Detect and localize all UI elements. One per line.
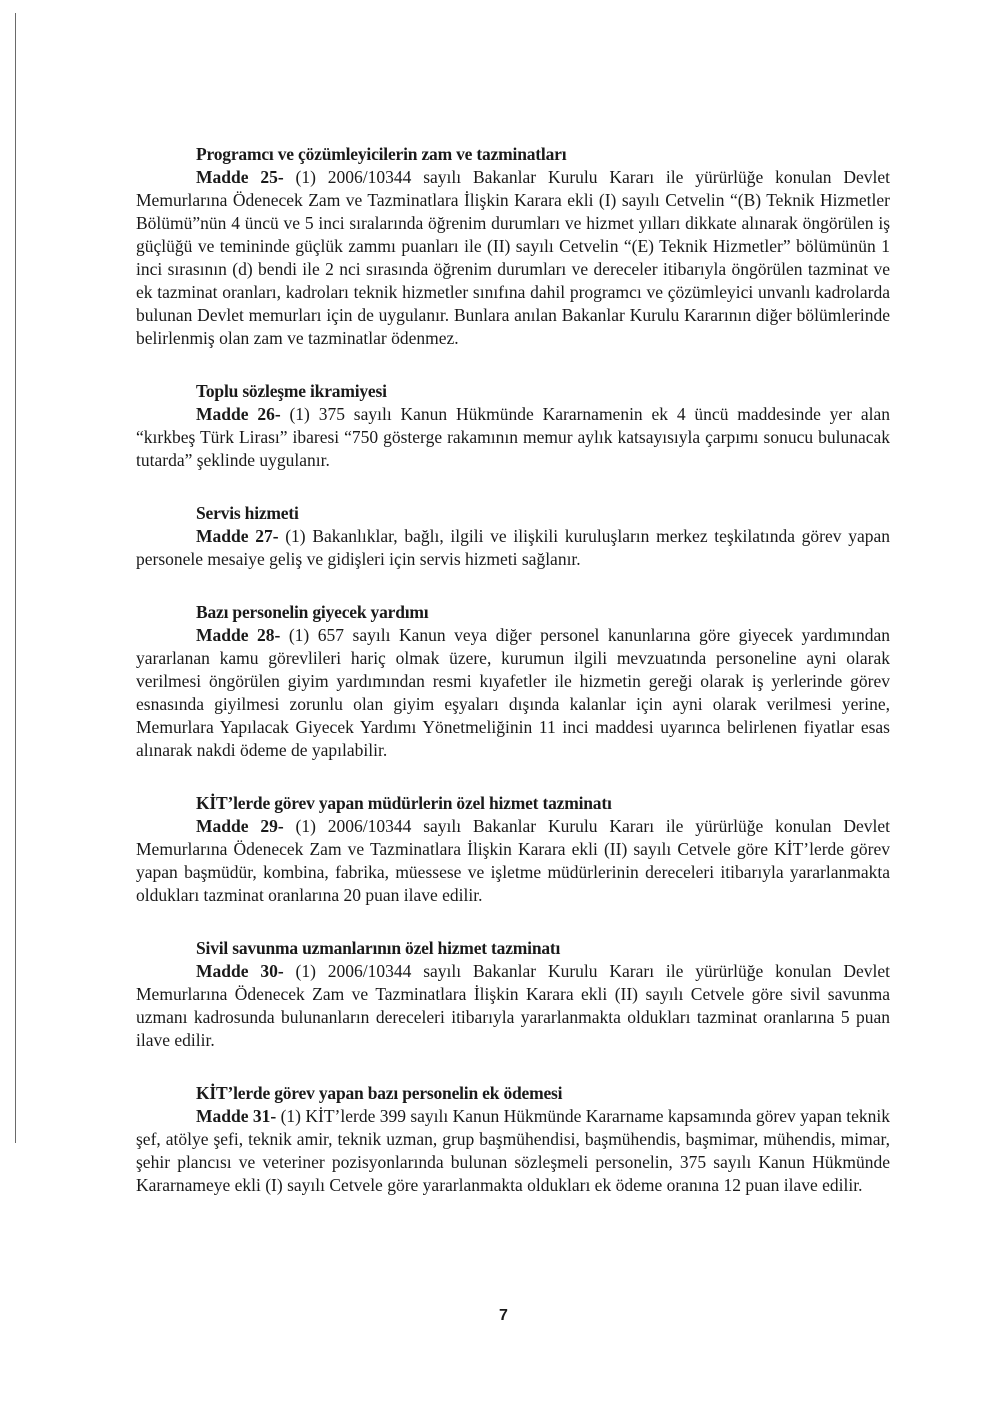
article-paragraph [136,166,890,350]
article-27 [136,502,890,571]
article-text: (1) 375 sayılı Kanun Hükmünde Kararnamenin ek 4 üncü maddesinde yer alan “kırkbeş Türk Lirası” ibaresi “750 gösterge rakamının memur aylık katsayısıyla çarpımı sonucu bulunacak tutarda” şeklinde uygulanır. [136,404,890,470]
article-31 [136,1082,890,1197]
article-text: (1) 2006/10344 sayılı Bakanlar Kurulu Kararı ile yürürlüğe konulan Devlet Memurlarına Ödenecek Zam ve Tazminatlara İlişkin Karara ekli (II) sayılı Cetvele göre sivil savunma uzmanı kadrosunda bulunanların dereceleri itibarıyla yararlanmakta oldukları tazminat oranlarına 5 puan ilave edilir. [136,961,890,1050]
page-number: 7 [499,1307,508,1324]
article-text: (1) 2006/10344 sayılı Bakanlar Kurulu Kararı ile yürürlüğe konulan Devlet Memurlarına Ödenecek Zam ve Tazminatlara İlişkin Karara ekli (II) sayılı Cetvele göre KİT’lerde görev yapan başmüdür, kombina, fabrika, müessese ve işletme müdürlerinin dereceleri itibarıyla yararlanmakta oldukları tazminat oranlarına 20 puan ilave edilir. [136,816,890,905]
article-heading: KİT’lerde görev yapan bazı personelin ek ödemesi [196,1083,563,1103]
article-number: Madde 30- [196,961,284,981]
article-paragraph [136,815,890,907]
article-paragraph [136,525,890,571]
article-paragraph [136,624,890,762]
article-heading: Sivil savunma uzmanlarının özel hizmet tazminatı [196,938,561,958]
article-25 [136,143,890,350]
article-number: Madde 29- [196,816,284,836]
article-26 [136,380,890,472]
article-paragraph [136,960,890,1052]
article-text: (1) KİT’lerde 399 sayılı Kanun Hükmünde Kararname kapsamında görev yapan teknik şef, atölye şefi, teknik amir, teknik uzman, grup başmühendisi, başmühendis, başmimar, mühendis, mimar, şehir plancısı ve veteriner pozisyonlarında bulunan sözleşmeli personelin, 375 sayılı Kanun Hükmünde Kararnameye ekli (I) sayılı Cetvele göre yararlanmakta oldukları ek ödeme oranına 12 puan ilave edilir. [136,1106,891,1195]
article-number: Madde 27- [196,526,279,546]
article-number: Madde 26- [196,404,281,424]
article-heading: KİT’lerde görev yapan müdürlerin özel hizmet tazminatı [196,793,612,813]
document-body [136,143,890,1197]
article-number: Madde 28- [196,625,281,645]
article-text: (1) 2006/10344 sayılı Bakanlar Kurulu Kararı ile yürürlüğe konulan Devlet Memurlarına Ödenecek Zam ve Tazminatlara İlişkin Karara ekli (I) sayılı Cetvelin “(B) Teknik Hizmetler Bölümü”nün 4 üncü ve 5 inci sıralarında öğrenim durumları ve hizmet yılları dikkate alınarak öngörülen iş güçlüğü ve temininde güçlük zammı puanları ile (II) sayılı Cetvelin “(E) Teknik Hizmetler” bölümünün 1 inci sırasının (d) bendi ile 2 nci sırasında öğrenim durumları ve dereceler itibarıyla öngörülen tazminat ve ek tazminat oranları, kadroları teknik hizmetler sınıfına dahil programcı ve çözümleyici unvanlı kadrolarda bulunan Devlet memurları için de uygulanır. Bunlara anılan Bakanlar Kurulu Kararının diğer bölümlerinde belirlenmiş olan zam ve tazminatlar ödenmez. [136,167,890,348]
article-paragraph [136,1105,890,1197]
article-30 [136,937,890,1052]
article-number: Madde 25- [196,167,284,187]
article-number: Madde 31- [196,1106,277,1126]
article-heading: Programcı ve çözümleyicilerin zam ve tazminatları [196,144,567,164]
article-heading: Bazı personelin giyecek yardımı [196,602,429,622]
article-text: (1) 657 sayılı Kanun veya diğer personel kanunlarına göre giyecek yardımından yararlanan kamu görevlileri hariç olmak üzere, kurumun ilgili mevzuatında personeline ayni olarak verilmesi öngörülen giyim yardımından resmi kıyafetler ile hizmetin gereği olarak iş yerlerinde görev esnasında giyilmesi zorunlu olan giyim eşyaları dışında kalanlar için ayni olarak verilmesi yerine, Memurlara Yapılacak Giyecek Yardımı Yönetmeliğinin 11 inci maddesi uyarınca belirlenen fiyatlar esas alınarak nakdi ödeme de yapılabilir. [136,625,891,760]
article-28 [136,601,890,762]
article-heading: Toplu sözleşme ikramiyesi [196,381,387,401]
article-heading: Servis hizmeti [196,503,299,523]
scan-margin-line [15,13,16,1143]
article-paragraph [136,403,890,472]
article-29 [136,792,890,907]
article-text: (1) Bakanlıklar, bağlı, ilgili ve ilişkili kuruluşların merkez teşkilatında görev yapan personele mesaiye geliş ve gidişleri için servis hizmeti sağlanır. [136,526,890,569]
